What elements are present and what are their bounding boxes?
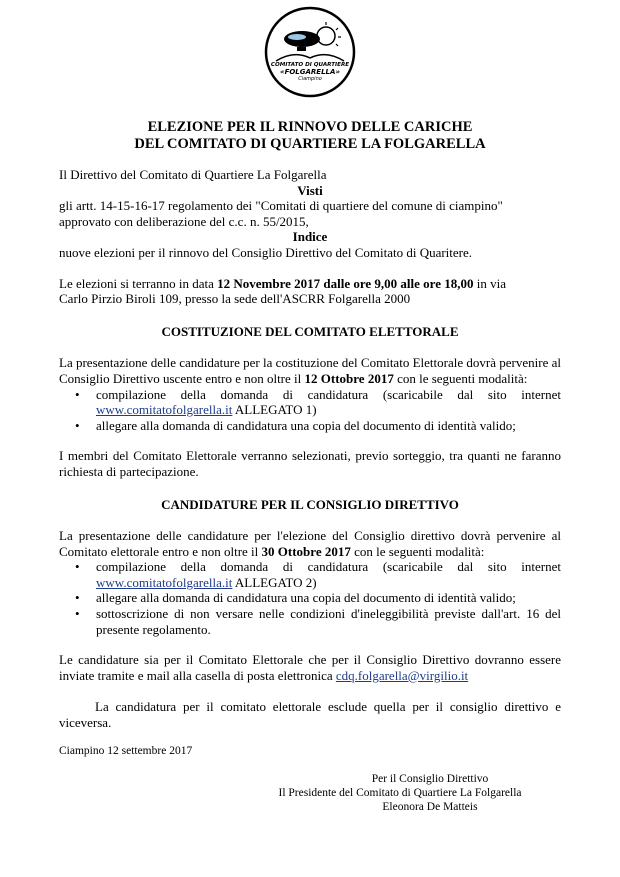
- visti-line2: approvato con deliberazione del c.c. n. 55/2015,: [59, 213, 309, 229]
- section2-deadline: 30 Ottobre 2017: [261, 543, 351, 559]
- section1-deadline: 12 Ottobre 2017: [304, 370, 394, 386]
- elections-location: Carlo Pirzio Biroli 109, presso la sede dell'ASCRR Folgarella 2000: [59, 291, 411, 307]
- elections-date: 12 Novembre 2017 dalle ore 9,00 alle ore 18,00: [217, 275, 474, 291]
- section1-list: [59, 387, 561, 434]
- section1-paragraph2: I membri del Comitato Elettorale verranno selezionati, previo sorteggio, tra quanti ne faranno richiesta di partecipazione.: [59, 448, 561, 479]
- signature-line2: Il Presidente del Comitato di Quartiere La Folgarella: [278, 787, 522, 799]
- website-link[interactable]: www.comitatofolgarella.it: [96, 402, 233, 418]
- document-title-line1: ELEZIONE PER IL RINNOVO DELLE CARICHE: [147, 119, 473, 135]
- email-link[interactable]: cdq.folgarella@virgilio.it: [335, 667, 469, 683]
- elections-paragraph: Le elezioni si terranno in data 12 Novembre 2017 dalle ore 9,00 alle ore 18,00 in via: [59, 275, 506, 291]
- logo-text-line2: «FOLGARELLA»: [280, 68, 340, 76]
- visti-label: Visti: [297, 182, 323, 198]
- document-body: [59, 167, 561, 759]
- closing-paragraph: Le candidature sia per il Comitato Elettorale che per il Consiglio Direttivo dovranno essere inviate tramite e mail alla casella di posta elettronica cdq.folgarella@virgilio.it: [59, 652, 561, 683]
- section2-paragraph: La presentazione delle candidature per l'elezione del Consiglio direttivo dovrà pervenire al Comitato elettorale entro e non oltre il 30 Ottobre 2017 con le seguenti modalità:: [59, 528, 561, 559]
- indice-text: nuove elezioni per il rinnovo del Consiglio Direttivo del Comitato di Quaritere.: [59, 244, 473, 260]
- logo-text-line3: Ciampino: [298, 76, 322, 82]
- closing-paragraph2: La candidatura per il comitato elettorale esclude quella per il consiglio direttivo e viceversa.: [59, 699, 561, 731]
- section2-heading: CANDIDATURE PER IL CONSIGLIO DIRETTIVO: [161, 496, 459, 512]
- list-item: • allegare alla domanda di candidatura una copia del documento di identità valido;: [75, 590, 516, 606]
- section1-heading: COSTITUZIONE DEL COMITATO ELETTORALE: [161, 323, 459, 339]
- website-link[interactable]: www.comitatofolgarella.it: [96, 574, 233, 590]
- list-item: • sottoscrizione di non versare nelle condizioni d'ineleggibilità previste dall'art. 16 del presente regolamento.: [75, 606, 561, 637]
- signature-line1: Per il Consiglio Direttivo: [371, 773, 489, 785]
- visti-line1: gli artt. 14-15-16-17 regolamento dei "Comitati di quartiere del comune di ciampino": [59, 198, 503, 214]
- list-item: • compilazione della domanda di candidatura (scaricabile dal sito internet www.comitatofolgarella.it ALLEGATO 1): [75, 386, 561, 418]
- indice-label: Indice: [292, 229, 328, 245]
- logo-text-line1: COMITATO DI QUARTIERE: [270, 62, 350, 68]
- signature-line3: Eleonora De Matteis: [382, 801, 478, 813]
- section1-paragraph: La presentazione delle candidature per la costituzione del Comitato Elettorale dovrà pervenire al Consiglio Direttivo uscente entro e non oltre il 12 Ottobre 2017 con le seguenti modalità:: [59, 355, 561, 386]
- airship-sun-logo-icon: [264, 6, 356, 98]
- committee-logo: [264, 6, 356, 98]
- issuer-line: Il Direttivo del Comitato di Quartiere La Folgarella: [59, 167, 327, 182]
- document-title-line2: DEL COMITATO DI QUARTIERE LA FOLGARELLA: [134, 136, 486, 152]
- document-date: Ciampino 12 settembre 2017: [59, 744, 193, 757]
- list-item: • compilazione della domanda di candidatura (scaricabile dal sito internet www.comitatofolgarella.it ALLEGATO 2): [75, 559, 561, 590]
- section2-list: [59, 559, 561, 637]
- list-item: • allegare alla domanda di candidatura una copia del documento di identità valido;: [75, 417, 516, 433]
